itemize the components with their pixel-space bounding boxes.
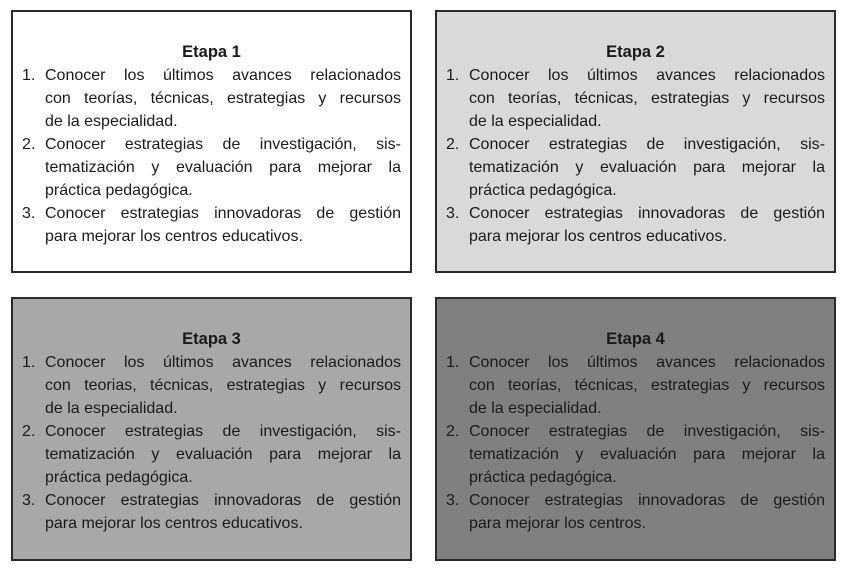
item-line: con teorías, técnicas, estrategias y recursos: [469, 90, 825, 107]
stage-2-item-1: [446, 64, 825, 133]
item-number: 3.: [22, 205, 36, 222]
stage-4-box: [435, 297, 836, 561]
item-line: tematización y evaluación para mejorar la: [469, 446, 825, 463]
item-line: Conocer estrategias innovadoras de gestión: [469, 492, 825, 509]
stage-2-list: [446, 64, 825, 248]
item-text: [469, 351, 825, 420]
item-line: de la especialidad.: [45, 400, 178, 417]
stage-4-item-3: [446, 489, 825, 535]
item-line: de la especialidad.: [469, 113, 602, 130]
item-text: [45, 489, 401, 535]
item-number: 1.: [22, 67, 36, 84]
item-line: de la especialidad.: [469, 400, 602, 417]
item-line: con teorias, técnicas, estrategias y recursos: [45, 377, 401, 394]
item-number: 1.: [446, 67, 460, 84]
stage-4-title: Etapa 4: [606, 330, 665, 348]
item-line: con teorías, técnicas, estrategias y recursos: [469, 377, 825, 394]
stage-4-item-2: [446, 420, 825, 489]
item-text: [469, 489, 825, 535]
item-number: 1.: [446, 354, 460, 371]
item-number: 3.: [446, 205, 460, 222]
item-number: 2.: [446, 136, 460, 153]
stage-1-item-1: [22, 64, 401, 133]
item-text: [469, 133, 825, 202]
stage-3-item-2: [22, 420, 401, 489]
item-text: [45, 133, 401, 202]
item-number: 2.: [22, 136, 36, 153]
item-line: Conocer estrategias de investigación, sis-: [45, 423, 401, 440]
item-line: práctica pedagógica.: [45, 469, 193, 486]
item-line: con teorías, técnicas, estrategias y recursos: [45, 90, 401, 107]
item-line: Conocer los últimos avances relacionados: [469, 67, 825, 84]
item-line: Conocer estrategias innovadoras de gestión: [45, 492, 401, 509]
item-line: de la especialidad.: [45, 113, 178, 130]
stage-2-item-2: [446, 133, 825, 202]
item-text: [469, 64, 825, 133]
stage-4-list: [446, 351, 825, 535]
item-line: Conocer estrategias de investigación, sis-: [469, 423, 825, 440]
stage-3-title: Etapa 3: [182, 330, 241, 348]
stage-3-box: [11, 297, 412, 561]
stage-3-item-3: [22, 489, 401, 535]
item-line: Conocer estrategias de investigación, sis-: [469, 136, 825, 153]
item-line: para mejorar los centros educativos.: [45, 228, 303, 245]
item-line: para mejorar los centros.: [469, 515, 646, 532]
item-line: Conocer estrategias innovadoras de gestión: [469, 205, 825, 222]
stage-2-box: [435, 10, 836, 273]
item-text: [45, 202, 401, 248]
stage-1-item-3: [22, 202, 401, 248]
item-line: Conocer los últimos avances relacionados: [45, 67, 401, 84]
item-line: práctica pedagógica.: [45, 182, 193, 199]
stage-3-item-1: [22, 351, 401, 420]
item-text: [45, 351, 401, 420]
item-number: 1.: [22, 354, 36, 371]
stage-1-title: Etapa 1: [182, 43, 241, 61]
item-line: práctica pedagógica.: [469, 469, 617, 486]
item-text: [469, 420, 825, 489]
item-text: [45, 420, 401, 489]
stage-2-title: Etapa 2: [606, 43, 665, 61]
item-number: 2.: [22, 423, 36, 440]
stage-3-list: [22, 351, 401, 535]
item-line: Conocer estrategias innovadoras de gestión: [45, 205, 401, 222]
stage-4-item-1: [446, 351, 825, 420]
item-line: Conocer los últimos avances relacionados: [45, 354, 401, 371]
stage-1-list: [22, 64, 401, 248]
stage-2-item-3: [446, 202, 825, 248]
item-text: [45, 64, 401, 133]
item-line: para mejorar los centros educativos.: [45, 515, 303, 532]
item-line: Conocer los últimos avances relacionados: [469, 354, 825, 371]
item-line: Conocer estrategias de investigación, sis-: [45, 136, 401, 153]
item-text: [469, 202, 825, 248]
item-line: tematización y evaluación para mejorar la: [45, 159, 401, 176]
stage-1-box: [11, 10, 412, 273]
item-line: para mejorar los centros educativos.: [469, 228, 727, 245]
stage-1-item-2: [22, 133, 401, 202]
item-number: 3.: [22, 492, 36, 509]
item-number: 3.: [446, 492, 460, 509]
item-line: tematización y evaluación para mejorar la: [45, 446, 401, 463]
item-line: práctica pedagógica.: [469, 182, 617, 199]
item-number: 2.: [446, 423, 460, 440]
item-line: tematización y evaluación para mejorar la: [469, 159, 825, 176]
